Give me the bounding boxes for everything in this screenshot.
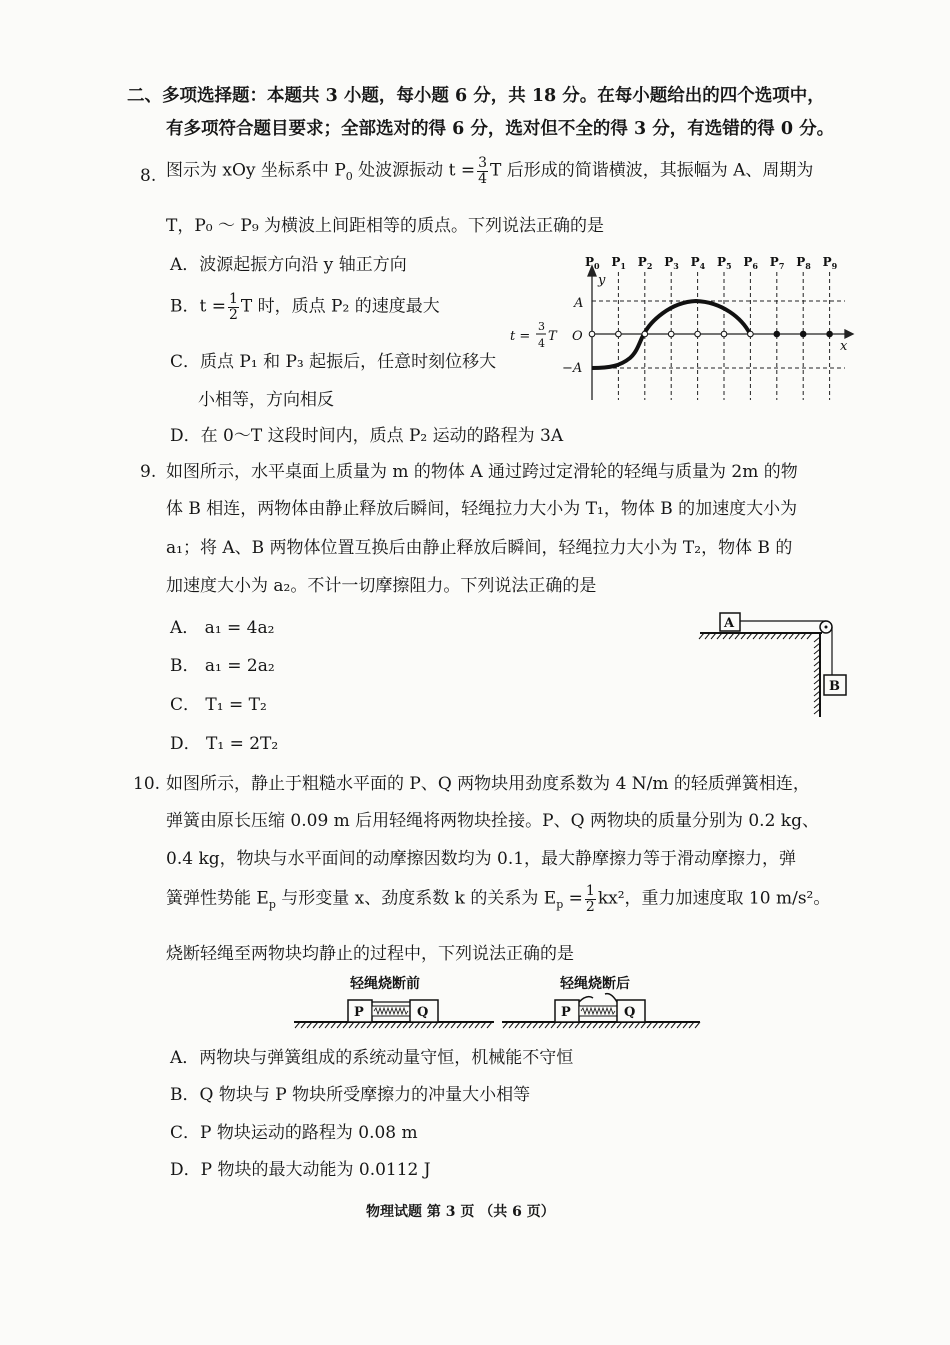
q10-option-c: C．P 物块运动的路程为 0.08 m	[170, 1123, 418, 1143]
q8-option-b: B．t = $\frac{1}{2}$ T 时，质点 P₂ 的速度最大	[170, 291, 440, 323]
q9-line2: 体 B 相连，两物体由静止释放后瞬间，轻绳拉力大小为 T₁，物体 B 的加速度大小为	[166, 499, 798, 519]
svg-text:P: P	[354, 1005, 364, 1020]
q8-stem-frac: $\frac{3}{4}$	[478, 155, 487, 187]
block-b-label: B	[829, 679, 840, 694]
wave-y-label: y	[598, 273, 606, 288]
wave-point-label: $P_9$	[822, 255, 838, 271]
wave-point-marker	[800, 331, 806, 337]
q9-option-a: A． a₁ = 4a₂	[170, 618, 275, 638]
block-a-label: A	[724, 616, 735, 631]
q8-option-d: D．在 0～T 这段时间内，质点 P₂ 运动的路程为 3A	[170, 426, 564, 446]
q10-line5: 烧断轻绳至两物块均静止的过程中，下列说法正确的是	[166, 944, 574, 964]
wave-point-marker	[721, 331, 727, 337]
q10-number: 10.	[133, 774, 161, 794]
section-heading-line2: 有多项符合题目要求；全部选对的得 6 分，选对但不全的得 3 分，有选错的得 0 分。	[166, 119, 835, 139]
q9-option-b: B． a₁ = 2a₂	[170, 656, 275, 676]
wave-point-marker	[642, 331, 648, 337]
wave-time-den: 4	[538, 337, 545, 350]
q9-number: 9.	[140, 462, 157, 482]
svg-text:Q: Q	[624, 1005, 636, 1020]
q10-option-a: A．两物块与弹簧组成的系统动量守恒，机械能不守恒	[170, 1048, 574, 1068]
q8-stem-b: 处波源振动 t =	[352, 160, 476, 181]
wave-point-marker	[827, 331, 833, 337]
q8-stem-c: T 后形成的简谐横波，其振幅为 A、周期为	[490, 160, 814, 181]
wave-point-marker	[616, 331, 622, 337]
q9-option-c: C． T₁ = T₂	[170, 695, 267, 715]
wave-point-label: $P_0$	[585, 255, 600, 271]
q10-spring-figure	[290, 972, 702, 1038]
wave-point-label: $P_6$	[743, 255, 759, 271]
wave-amp-pos: A	[574, 296, 584, 311]
q8-stem-sub: 0	[345, 170, 353, 184]
wave-point-marker	[695, 331, 701, 337]
wave-origin: O	[572, 329, 583, 344]
q9-line3: a₁；将 A、B 两物体位置互换后由静止释放后瞬间，轻绳拉力大小为 T₂，物体 B 的	[166, 538, 793, 558]
wave-point-label: $P_8$	[796, 255, 811, 271]
q8-stem-line2: T，P₀ ～ P₉ 为横波上间距相等的质点。下列说法正确的是	[166, 216, 605, 236]
svg-text:Q: Q	[417, 1005, 429, 1020]
q10-line2: 弹簧由原长压缩 0.09 m 后用轻绳将两物块拴接。P、Q 两物块的质量分别为 0.2 kg、	[166, 811, 819, 831]
wave-point-label: $P_5$	[717, 255, 732, 271]
wave-point-marker	[589, 331, 595, 337]
wave-point-label: $P_7$	[769, 255, 785, 271]
page-footer: 物理试题 第 3 页 （共 6 页）	[366, 1204, 555, 1220]
wave-point-marker	[668, 331, 674, 337]
svg-text:P: P	[561, 1005, 571, 1020]
burnt-rope-right	[605, 994, 617, 1002]
q8-option-b-frac: $\frac{1}{2}$	[228, 291, 238, 323]
wave-x-label: x	[840, 339, 848, 354]
q10-line1: 如图所示，静止于粗糙水平面的 P、Q 两物块用劲度系数为 4 N/m 的轻质弹簧相连，	[166, 774, 810, 794]
q8-stem-line1	[166, 156, 813, 186]
q8-option-c-line2: 小相等，方向相反	[198, 390, 334, 410]
wave-amp-neg: −A	[562, 361, 583, 376]
wave-point-label: $P_2$	[637, 255, 653, 271]
wave-point-marker	[774, 331, 780, 337]
q9-pulley-figure	[690, 605, 860, 725]
wave-point-marker	[748, 331, 754, 337]
q10-option-b: B．Q 物块与 P 物块所受摩擦力的冲量大小相等	[170, 1085, 531, 1105]
q10-before-label: 轻绳烧断前	[350, 976, 420, 992]
burnt-rope-left	[579, 997, 593, 1002]
q9-option-d: D． T₁ = 2T₂	[170, 734, 279, 754]
wave-point-label: $P_3$	[664, 255, 679, 271]
q8-wave-figure	[500, 250, 860, 408]
section-heading-line1: 二、多项选择题：本题共 3 小题，每小题 6 分，共 18 分。在每小题给出的四个选项中，	[127, 86, 825, 106]
q10-line4: 簧弹性势能 $E_p$ 与形变量 x、劲度系数 k 的关系为 $E_p$ = $\frac{1}{2}$ kx²，重力加速度取 10 m/s²。	[166, 883, 831, 915]
wave-point-label: $P_1$	[611, 255, 627, 271]
q10-line3: 0.4 kg，物块与水平面间的动摩擦因数均为 0.1，最大静摩擦力等于滑动摩擦力，弹	[166, 849, 797, 869]
q10-option-d: D．P 物块的最大动能为 0.0112 J	[170, 1160, 431, 1180]
q10-line4-frac: $\frac{1}{2}$	[585, 883, 595, 915]
wave-point-label: $P_4$	[690, 255, 706, 271]
wave-time-pre: t =	[510, 329, 531, 344]
q9-line1: 如图所示，水平桌面上质量为 m 的物体 A 通过跨过定滑轮的轻绳与质量为 2m 的物	[166, 462, 798, 482]
q10-after-label: 轻绳烧断后	[560, 976, 630, 992]
q8-stem-a: 图示为 xOy 坐标系中 P	[166, 160, 346, 181]
q8-option-c-line1: C．质点 P₁ 和 P₃ 起振后，任意时刻位移大	[170, 352, 497, 372]
q8-number: 8.	[140, 166, 157, 186]
q9-line4: 加速度大小为 a₂。不计一切摩擦阻力。下列说法正确的是	[166, 576, 597, 596]
q8-option-a: A．波源起振方向沿 y 轴正方向	[170, 255, 407, 275]
wave-time-num: 3	[538, 320, 545, 333]
wave-time-post: T	[548, 329, 557, 344]
